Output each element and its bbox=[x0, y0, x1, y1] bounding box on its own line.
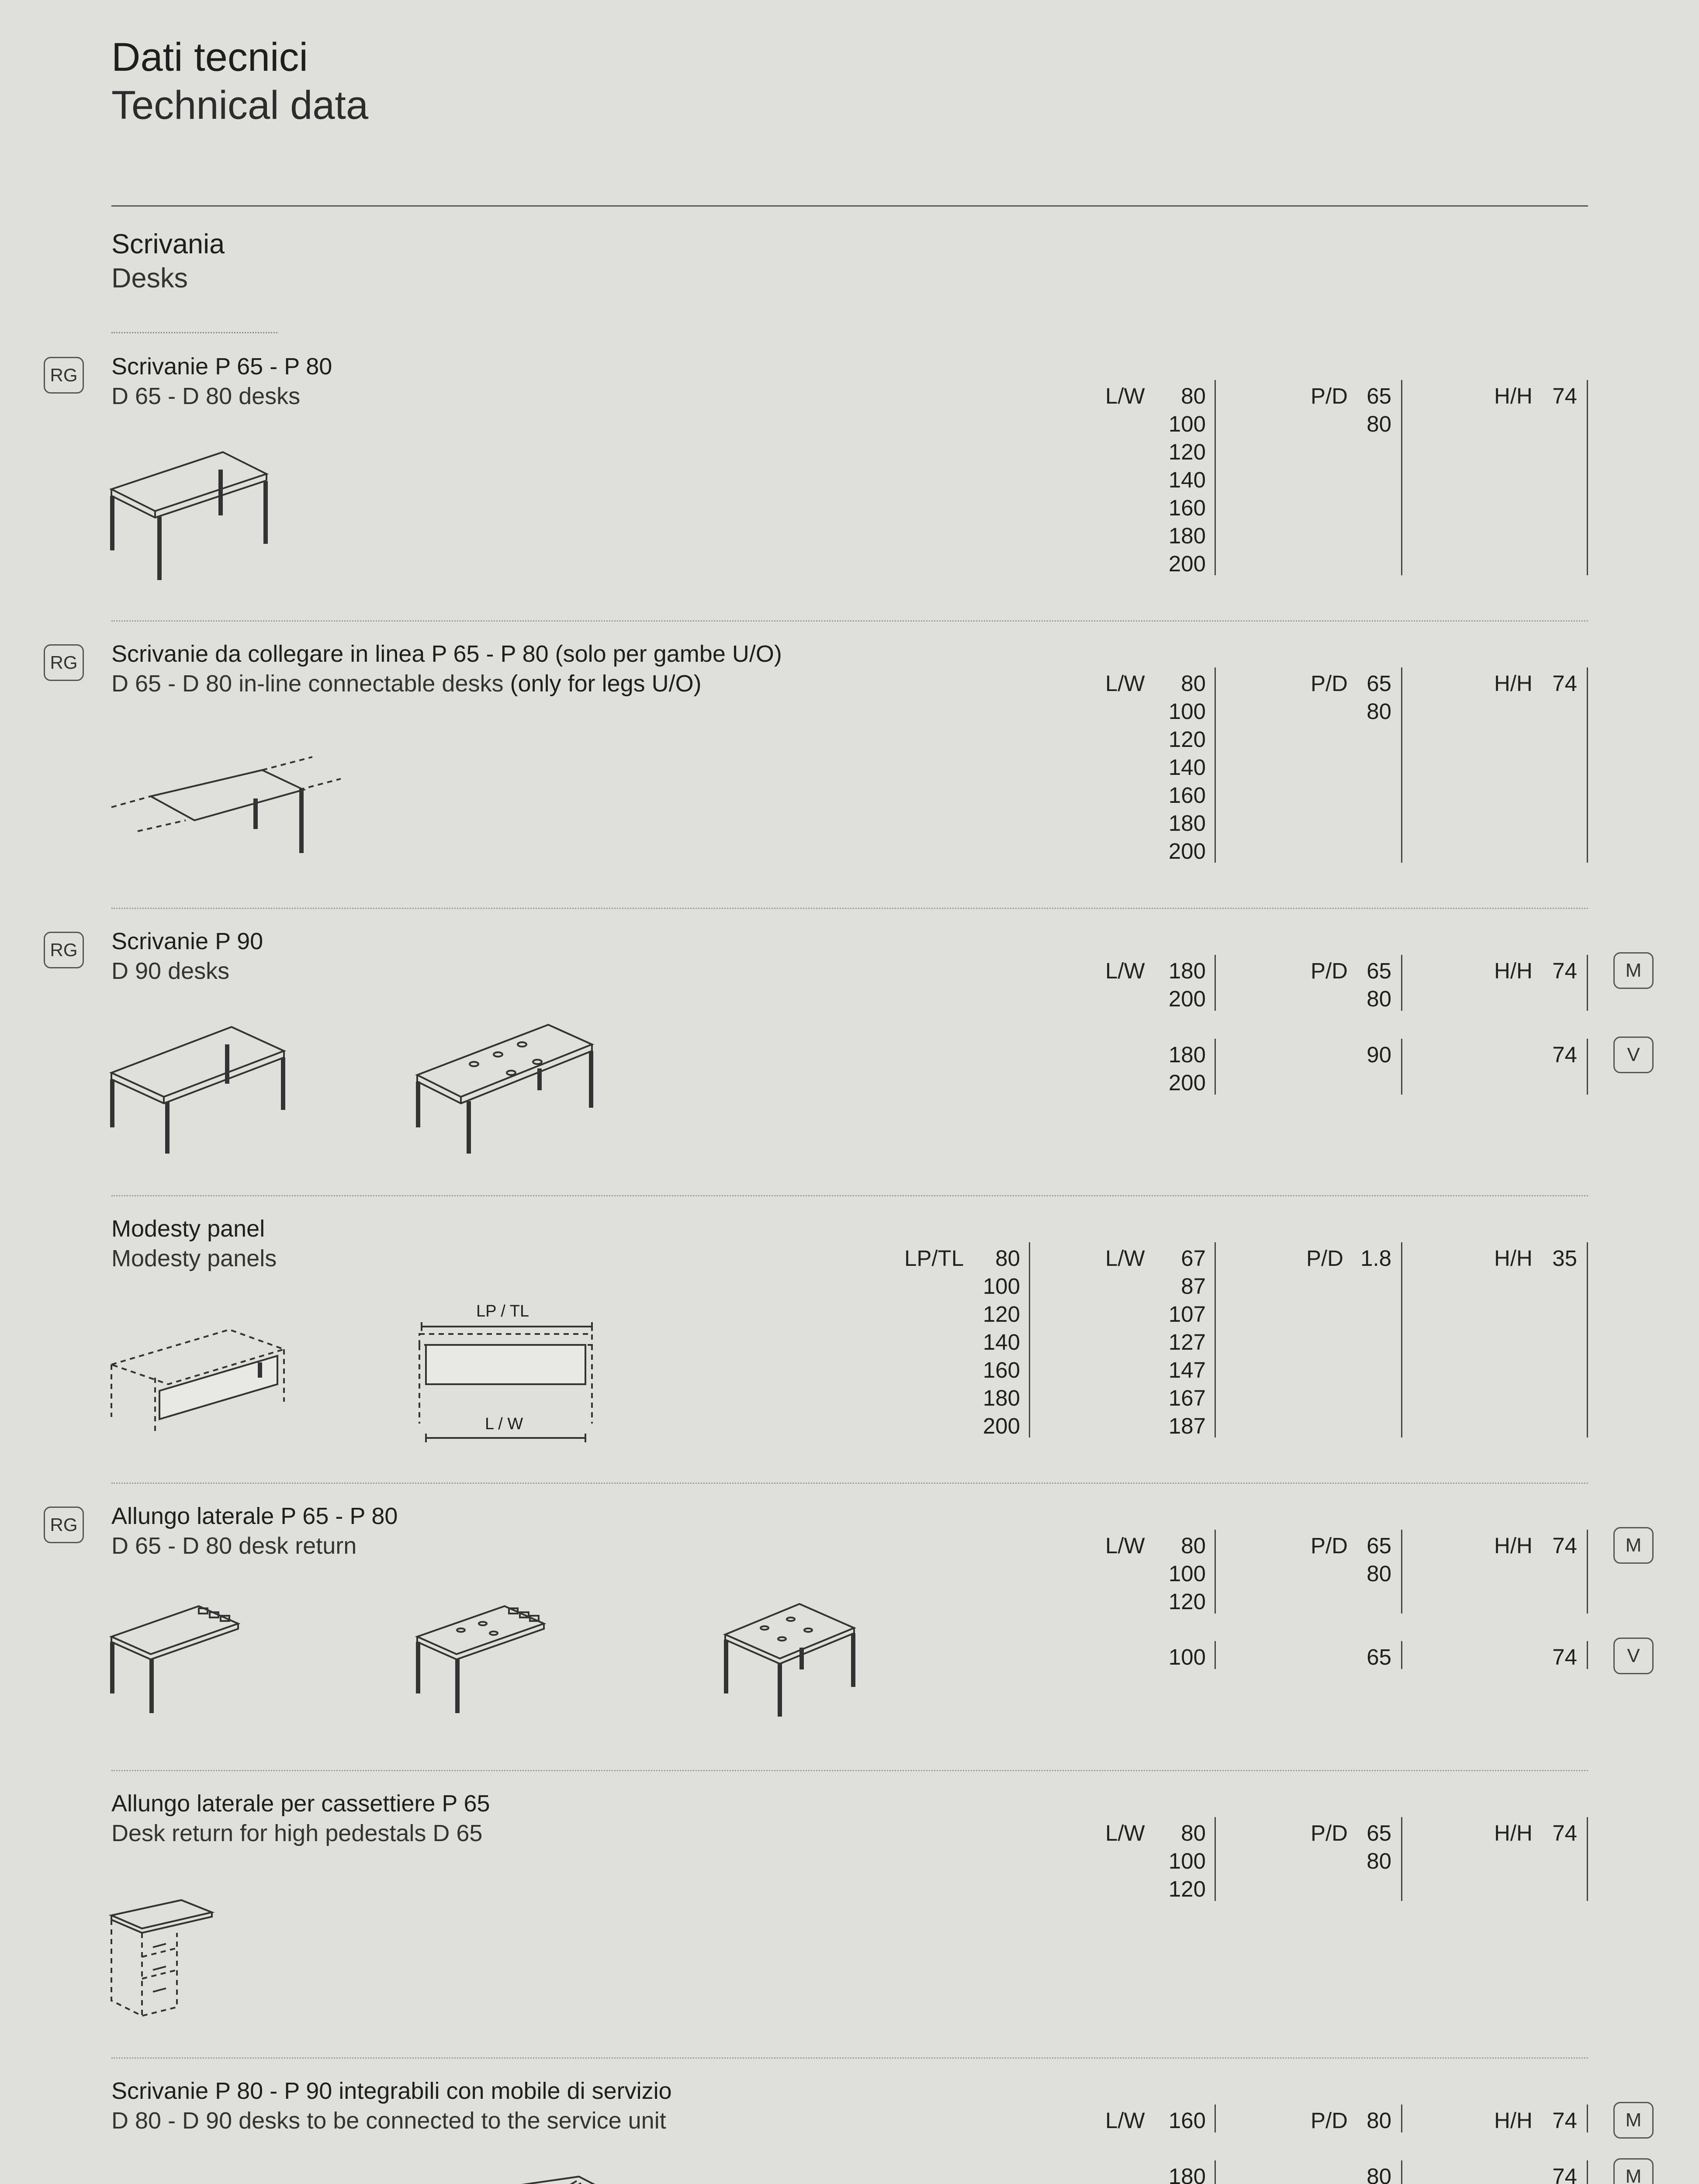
column-divider bbox=[1215, 1530, 1216, 1614]
column-divider bbox=[1215, 1641, 1216, 1669]
column-divider bbox=[1587, 1641, 1588, 1669]
lw-values: 80 100 120 bbox=[1168, 1533, 1206, 1614]
finish-badge-v: V bbox=[1613, 1638, 1654, 1674]
section-title-en: D 80 - D 90 desks to be connected to the service unit bbox=[111, 2108, 666, 2134]
column-divider bbox=[1215, 955, 1216, 1011]
lw-label: L/W bbox=[1105, 671, 1145, 696]
category-title: Scrivania bbox=[111, 229, 225, 259]
hh-label: H/H bbox=[1494, 1533, 1533, 1558]
page-subtitle: Technical data bbox=[111, 83, 369, 128]
lptl-values: 80 100 120 140 160 180 200 bbox=[983, 1246, 1020, 1438]
section-desks-d65-d80 bbox=[0, 334, 1699, 622]
section-service-unit-desks bbox=[0, 2059, 1699, 2184]
header-divider bbox=[111, 205, 1588, 207]
column-divider bbox=[1401, 1530, 1402, 1614]
pd-values: 80 bbox=[1367, 2108, 1391, 2133]
column-divider bbox=[1215, 667, 1216, 863]
lw-values: 80 100 120 140 160 180 200 bbox=[1168, 671, 1206, 864]
column-divider bbox=[1587, 1817, 1588, 1901]
pd-values: 65 80 bbox=[1367, 1533, 1391, 1586]
rg-badge: RG bbox=[44, 357, 84, 394]
lw-label: L/W bbox=[1105, 1533, 1145, 1558]
section-title-it: Allungo laterale P 65 - P 80 bbox=[111, 1503, 398, 1529]
desk-return-m2-illustration bbox=[417, 1606, 557, 1746]
column-divider bbox=[1401, 1641, 1402, 1669]
column-divider bbox=[1401, 1039, 1402, 1095]
hh-label: H/H bbox=[1494, 1821, 1533, 1845]
section-title-it: Allungo laterale per cassettiere P 65 bbox=[111, 1790, 490, 1817]
pd-values: 65 80 bbox=[1367, 384, 1391, 436]
desk-illustration bbox=[111, 452, 277, 592]
pd-label: P/D bbox=[1306, 1246, 1344, 1271]
page-title: Dati tecnici bbox=[111, 35, 308, 79]
hh-label: H/H bbox=[1494, 2108, 1533, 2133]
finish-badge-m: M bbox=[1613, 952, 1654, 989]
column-divider bbox=[1215, 1242, 1216, 1438]
rg-badge: RG bbox=[44, 1507, 84, 1543]
pd-values: 65 80 bbox=[1367, 1821, 1391, 1873]
section-return-pedestals bbox=[0, 1771, 1699, 2059]
pd-values: 80 bbox=[1367, 2164, 1391, 2184]
column-divider bbox=[1587, 2105, 1588, 2132]
hh-values: 74 bbox=[1552, 1042, 1577, 1067]
pd-label: P/D bbox=[1311, 384, 1348, 408]
hh-label: H/H bbox=[1494, 958, 1533, 983]
lw-values: 80 100 120 140 160 180 200 bbox=[1168, 384, 1206, 576]
column-divider bbox=[1029, 1242, 1030, 1438]
column-divider bbox=[1587, 667, 1588, 863]
category-subtitle: Desks bbox=[111, 263, 188, 294]
hh-values: 74 bbox=[1552, 384, 1577, 408]
lw-values: 180 200 bbox=[1168, 958, 1206, 1011]
lptl-label: LP/TL bbox=[904, 1246, 964, 1271]
pd-label: P/D bbox=[1311, 2108, 1348, 2133]
lw-label: L/W bbox=[1105, 384, 1145, 408]
lptl-dimension-label: LP / TL bbox=[476, 1302, 529, 1320]
pd-values: 65 bbox=[1367, 1645, 1391, 1669]
column-divider bbox=[1215, 380, 1216, 575]
column-divider bbox=[1587, 1039, 1588, 1095]
lw-dimension-label: L / W bbox=[485, 1415, 523, 1433]
finish-badge-v: V bbox=[1613, 1037, 1654, 1073]
lw-label: L/W bbox=[1105, 2108, 1145, 2133]
pd-values: 65 80 bbox=[1367, 671, 1391, 724]
pd-label: P/D bbox=[1311, 958, 1348, 983]
hh-values: 74 bbox=[1552, 1821, 1577, 1845]
column-divider bbox=[1587, 1530, 1588, 1614]
hh-label: H/H bbox=[1494, 384, 1533, 408]
inline-desk-illustration bbox=[111, 746, 347, 873]
hh-label: H/H bbox=[1494, 1246, 1533, 1271]
return-pedestal-illustration bbox=[111, 1900, 225, 2031]
hh-values: 74 bbox=[1552, 958, 1577, 983]
hh-values: 35 bbox=[1552, 1246, 1577, 1271]
lw-values: 180 bbox=[1168, 2164, 1206, 2184]
finish-badge-m: M bbox=[1613, 1527, 1654, 1564]
column-divider bbox=[1215, 2160, 1216, 2184]
category-divider bbox=[111, 332, 277, 333]
lw-values: 67 87 107 127 147 167 187 bbox=[1168, 1246, 1206, 1438]
column-divider bbox=[1215, 1817, 1216, 1901]
hh-values: 74 bbox=[1552, 2164, 1577, 2184]
hh-values: 74 bbox=[1552, 1645, 1577, 1669]
column-divider bbox=[1401, 2160, 1402, 2184]
column-divider bbox=[1401, 2105, 1402, 2132]
lw-label: L/W bbox=[1105, 1246, 1145, 1271]
rg-badge: RG bbox=[44, 644, 84, 681]
desk-return-m-illustration bbox=[111, 1606, 251, 1746]
column-divider bbox=[1401, 380, 1402, 575]
desk-return-v-illustration bbox=[725, 1604, 865, 1748]
column-divider bbox=[1401, 667, 1402, 863]
section-desks-d90 bbox=[0, 909, 1699, 1196]
lw-values: 100 bbox=[1168, 1645, 1206, 1669]
column-divider bbox=[1401, 955, 1402, 1011]
pd-label: P/D bbox=[1311, 671, 1348, 696]
rg-badge: RG bbox=[44, 932, 84, 968]
lw-values: 180 200 bbox=[1168, 1042, 1206, 1095]
section-title-it: Scrivanie P 80 - P 90 integrabili con mobile di servizio bbox=[111, 2078, 672, 2104]
pd-values: 90 bbox=[1367, 1042, 1391, 1067]
section-title-en: D 65 - D 80 desk return bbox=[111, 1533, 357, 1559]
finish-badge-m: M bbox=[1613, 2102, 1654, 2139]
column-divider bbox=[1587, 1242, 1588, 1438]
desk-v-illustration bbox=[417, 1025, 601, 1169]
lw-values: 80 100 120 bbox=[1168, 1821, 1206, 1901]
hh-values: 74 bbox=[1552, 2108, 1577, 2133]
section-title-en: Modesty panels bbox=[111, 1245, 277, 1272]
lw-label: L/W bbox=[1105, 958, 1145, 983]
modesty-panel-illustration bbox=[111, 1330, 295, 1461]
column-divider bbox=[1587, 955, 1588, 1011]
section-modesty-panel bbox=[0, 1196, 1699, 1484]
pd-values: 1.8 bbox=[1360, 1246, 1391, 1271]
column-divider bbox=[1215, 1039, 1216, 1095]
section-title-it: Modesty panel bbox=[111, 1216, 265, 1242]
modesty-panel-dimension-diagram bbox=[417, 1314, 601, 1463]
service-unit-desk-v-illustration bbox=[435, 2177, 662, 2184]
column-divider bbox=[1587, 380, 1588, 575]
desk-m-illustration bbox=[111, 1027, 295, 1167]
pd-values: 65 80 bbox=[1367, 958, 1391, 1011]
section-title-it: Scrivanie da collegare in linea P 65 - P 80 (solo per gambe U/O) bbox=[111, 641, 782, 667]
lw-label: L/W bbox=[1105, 1821, 1145, 1845]
pd-label: P/D bbox=[1311, 1821, 1348, 1845]
hh-values: 74 bbox=[1552, 671, 1577, 696]
hh-label: H/H bbox=[1494, 671, 1533, 696]
section-title-en: D 65 - D 80 desks bbox=[111, 383, 301, 409]
hh-values: 74 bbox=[1552, 1533, 1577, 1558]
section-desk-return bbox=[0, 1484, 1699, 1771]
section-title-it: Scrivanie P 90 bbox=[111, 928, 263, 954]
section-title-en: D 65 - D 80 in-line connectable desks (only for legs U/O) bbox=[111, 670, 702, 697]
section-title-en: D 90 desks bbox=[111, 958, 230, 984]
section-title-it: Scrivanie P 65 - P 80 bbox=[111, 353, 332, 380]
column-divider bbox=[1587, 2160, 1588, 2184]
section-title-en: Desk return for high pedestals D 65 bbox=[111, 1820, 483, 1846]
finish-badge-m: M bbox=[1613, 2158, 1654, 2184]
column-divider bbox=[1401, 1817, 1402, 1901]
lw-values: 160 bbox=[1168, 2108, 1206, 2133]
pd-label: P/D bbox=[1311, 1533, 1348, 1558]
service-unit-desk-m-illustration bbox=[111, 2177, 339, 2184]
column-divider bbox=[1401, 1242, 1402, 1438]
column-divider bbox=[1215, 2105, 1216, 2132]
section-inline-desks bbox=[0, 622, 1699, 909]
